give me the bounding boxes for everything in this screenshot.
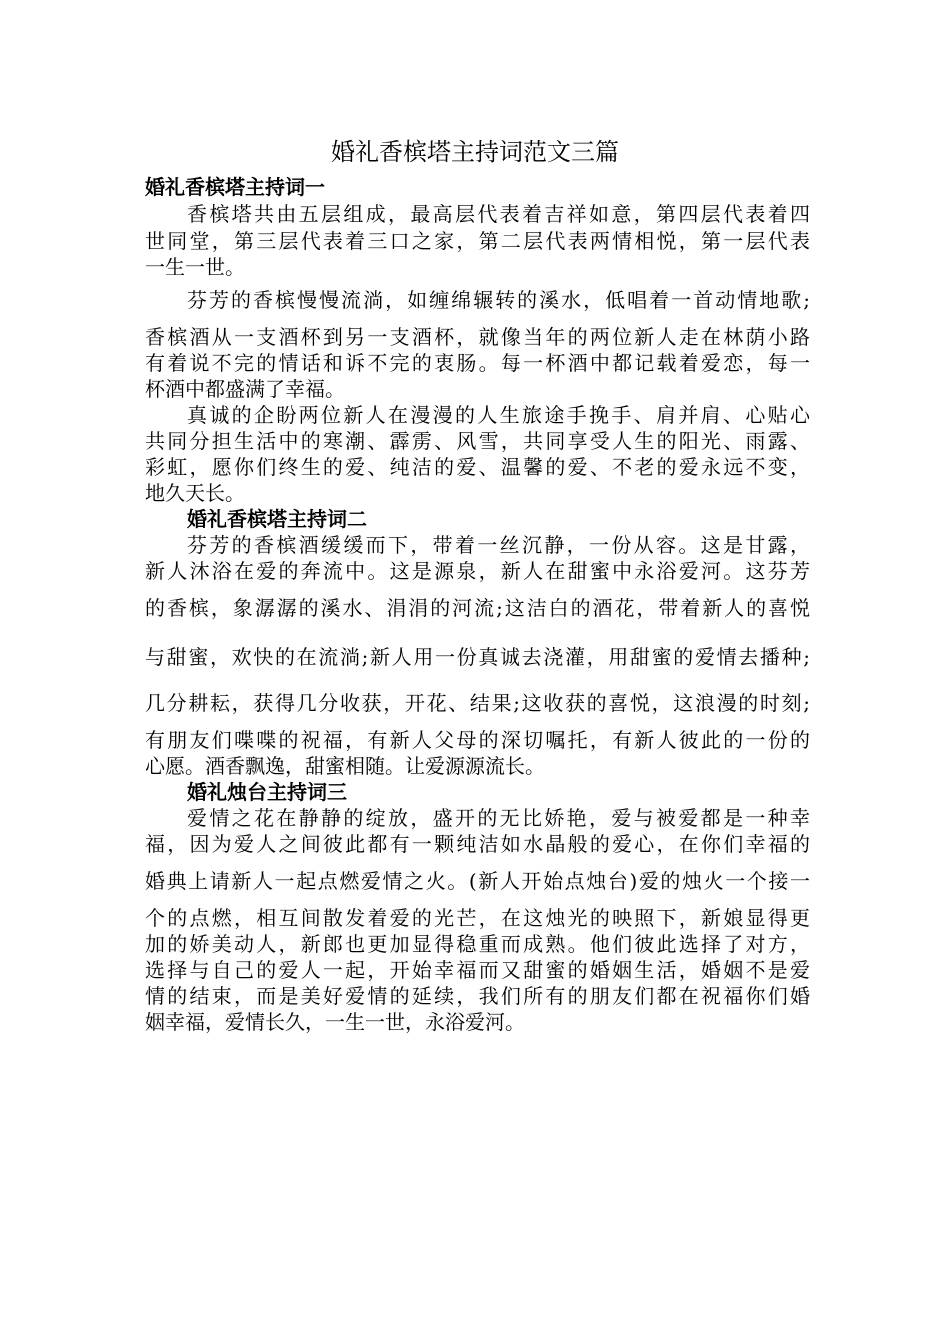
paragraph-line: 有朋友们喋喋的祝福，有新人父母的深切嘱托，有新人彼此的一份的 (145, 728, 810, 752)
paragraph-line: 芬芳的香槟慢慢流淌，如缠绵辗转的溪水，低唱着一首动情地歌; (187, 288, 810, 312)
paragraph-line: 香槟塔共由五层组成，最高层代表着吉祥如意，第四层代表着四 (187, 202, 810, 226)
paragraph-line: 新人沐浴在爱的奔流中。这是源泉，新人在甜蜜中永浴爱河。这芬芳 (145, 559, 810, 583)
section-heading-3: 婚礼烛台主持词三 (187, 780, 347, 804)
section-heading-1: 婚礼香槟塔主持词一 (145, 175, 325, 199)
paragraph-line: 地久天长。 (145, 481, 245, 505)
section-heading-2: 婚礼香槟塔主持词二 (187, 507, 367, 531)
paragraph-line: 香槟酒从一支酒杯到另一支酒杯，就像当年的两位新人走在林荫小路 (145, 325, 810, 349)
paragraph-line: 情的结束，而是美好爱情的延续，我们所有的朋友们都在祝福你们婚 (145, 984, 810, 1008)
paragraph-line: 芬芳的香槟酒缓缓而下，带着一丝沉静，一份从容。这是甘露， (187, 533, 810, 557)
paragraph-line: 彩虹，愿你们终生的爱、纯洁的爱、温馨的爱、不老的爱永远不变， (145, 455, 810, 479)
paragraph-line: 几分耕耘，获得几分收获，开花、结果;这收获的喜悦，这浪漫的时刻; (145, 691, 810, 715)
document-title: 婚礼香槟塔主持词范文三篇 (331, 138, 619, 166)
paragraph-line: 心愿。酒香飘逸，甜蜜相随。让爱源源流长。 (145, 754, 545, 778)
paragraph-line: 福，因为爱人之间彼此都有一颗纯洁如水晶般的爱心，在你们幸福的 (145, 832, 810, 856)
paragraph-line: 姻幸福，爱情长久，一生一世，永浴爱河。 (145, 1010, 525, 1034)
paragraph-line: 真诚的企盼两位新人在漫漫的人生旅途手挽手、肩并肩、心贴心 (187, 403, 810, 427)
paragraph-line: 杯酒中都盛满了幸福。 (145, 377, 345, 401)
paragraph-line: 与甜蜜，欢快的在流淌;新人用一份真诚去浇灌，用甜蜜的爱情去播种; (145, 645, 810, 669)
paragraph-line: 共同分担生活中的寒潮、霹雳、风雪，共同享受人生的阳光、雨露、 (145, 429, 810, 453)
paragraph-line: 的香槟，象潺潺的溪水、涓涓的河流;这洁白的酒花，带着新人的喜悦 (145, 596, 810, 620)
paragraph-line: 个的点燃，相互间散发着爱的光芒，在这烛光的映照下，新娘显得更 (145, 906, 810, 930)
paragraph-line: 婚典上请新人一起点燃爱情之火。(新人开始点烛台)爱的烛火一个接一 (145, 869, 810, 893)
paragraph-line: 一生一世。 (145, 255, 245, 279)
paragraph-line: 选择与自己的爱人一起，开始幸福而又甜蜜的婚姻生活，婚姻不是爱 (145, 958, 810, 982)
paragraph-line: 有着说不完的情话和诉不完的衷肠。每一杯酒中都记载着爱恋，每一 (145, 351, 810, 375)
paragraph-line: 加的娇美动人，新郎也更加显得稳重而成熟。他们彼此选择了对方， (145, 932, 810, 956)
paragraph-line: 爱情之花在静静的绽放，盛开的无比娇艳，爱与被爱都是一种幸 (187, 806, 810, 830)
paragraph-line: 世同堂，第三层代表着三口之家，第二层代表两情相悦，第一层代表 (145, 229, 810, 253)
